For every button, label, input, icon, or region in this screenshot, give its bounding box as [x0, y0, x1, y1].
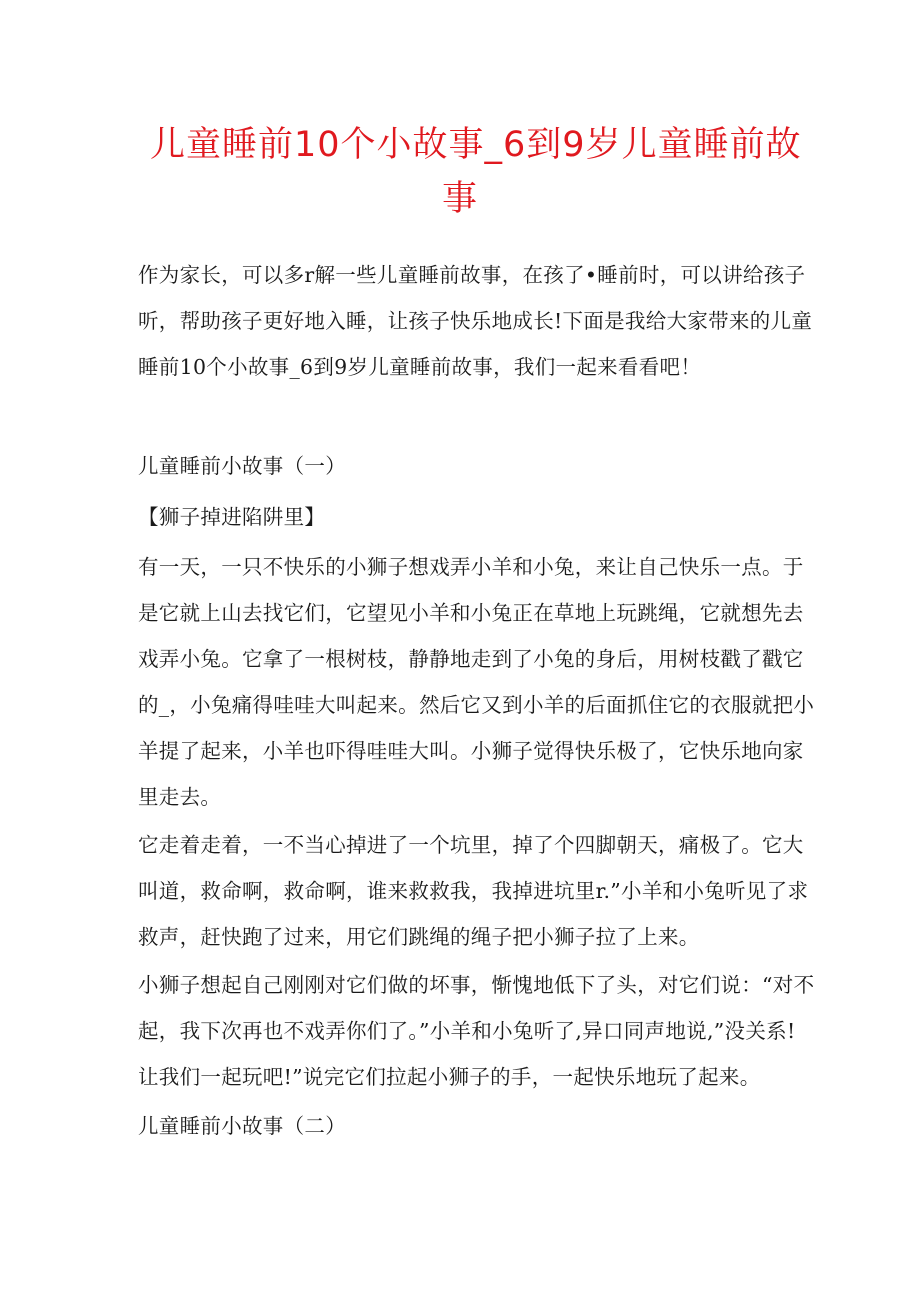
story-1-paragraph-2 [138, 822, 809, 960]
intro-line: 睡前10个小故事_6到9岁儿童睡前故事，我们一起来看看吧！ [138, 355, 702, 379]
intro-paragraph [138, 252, 813, 390]
title-line: 事 [441, 179, 478, 219]
paragraph-line: 是它就上山去找它们，它望见小羊和小兔正在草地上玩跳绳，它就想先去 [138, 601, 804, 625]
title-line: 儿童睡前10个小故事_6到9岁儿童睡前故 [150, 125, 802, 165]
story-1-paragraph-3 [138, 962, 815, 1100]
paragraph-line: 叫道，救命啊，救命啊，谁来救救我，我掉进坑里r.”小羊和小兔听见了求 [138, 879, 809, 903]
section-2-heading: 儿童睡前小故事（二） [138, 1114, 346, 1138]
story-1-title: 【狮子掉进陷阱里】 [138, 505, 326, 529]
document-title [150, 118, 802, 226]
paragraph-line: 救声，赶快跑了过来，用它们跳绳的绳子把小狮子拉了上来。 [138, 925, 700, 949]
paragraph-line: 起，我下次再也不戏弄你们了。”小羊和小兔听了,异口同声地说,”没关系! [138, 1019, 796, 1043]
intro-line: 作为家长，可以多r解一些儿童睡前故事，在孩了•睡前时，可以讲给孩子 [138, 263, 806, 287]
paragraph-line: 有一天，一只不快乐的小狮子想戏弄小羊和小兔，来让自己快乐一点。于 [138, 555, 804, 579]
paragraph-line: 里走去。 [138, 785, 222, 809]
paragraph-line: 羊提了起来，小羊也吓得哇哇大叫。小狮子觉得快乐极了，它快乐地向家 [138, 739, 804, 763]
paragraph-line: 它走着走着，一不当心掉进了一个坑里，掉了个四脚朝天，痛极了。它大 [138, 833, 804, 857]
intro-line: 听，帮助孩子更好地入睡，让孩子快乐地成长!下面是我给大家带来的儿童 [138, 309, 813, 333]
paragraph-line: 小狮子想起自己刚刚对它们做的坏事，惭愧地低下了头，对它们说：“对不 [138, 973, 815, 997]
section-1-heading: 儿童睡前小故事（一） [138, 454, 346, 478]
paragraph-line: 的_，小兔痛得哇哇大叫起来。然后它又到小羊的后面抓住它的衣服就把小 [138, 693, 815, 717]
paragraph-line: 让我们一起玩吧!”说完它们拉起小狮子的手，一起快乐地玩了起来。 [138, 1065, 761, 1089]
paragraph-line: 戏弄小兔。它拿了一根树枝，静静地走到了小兔的身后，用树枝戳了戳它 [138, 647, 804, 671]
story-1-paragraph-1 [138, 544, 815, 820]
